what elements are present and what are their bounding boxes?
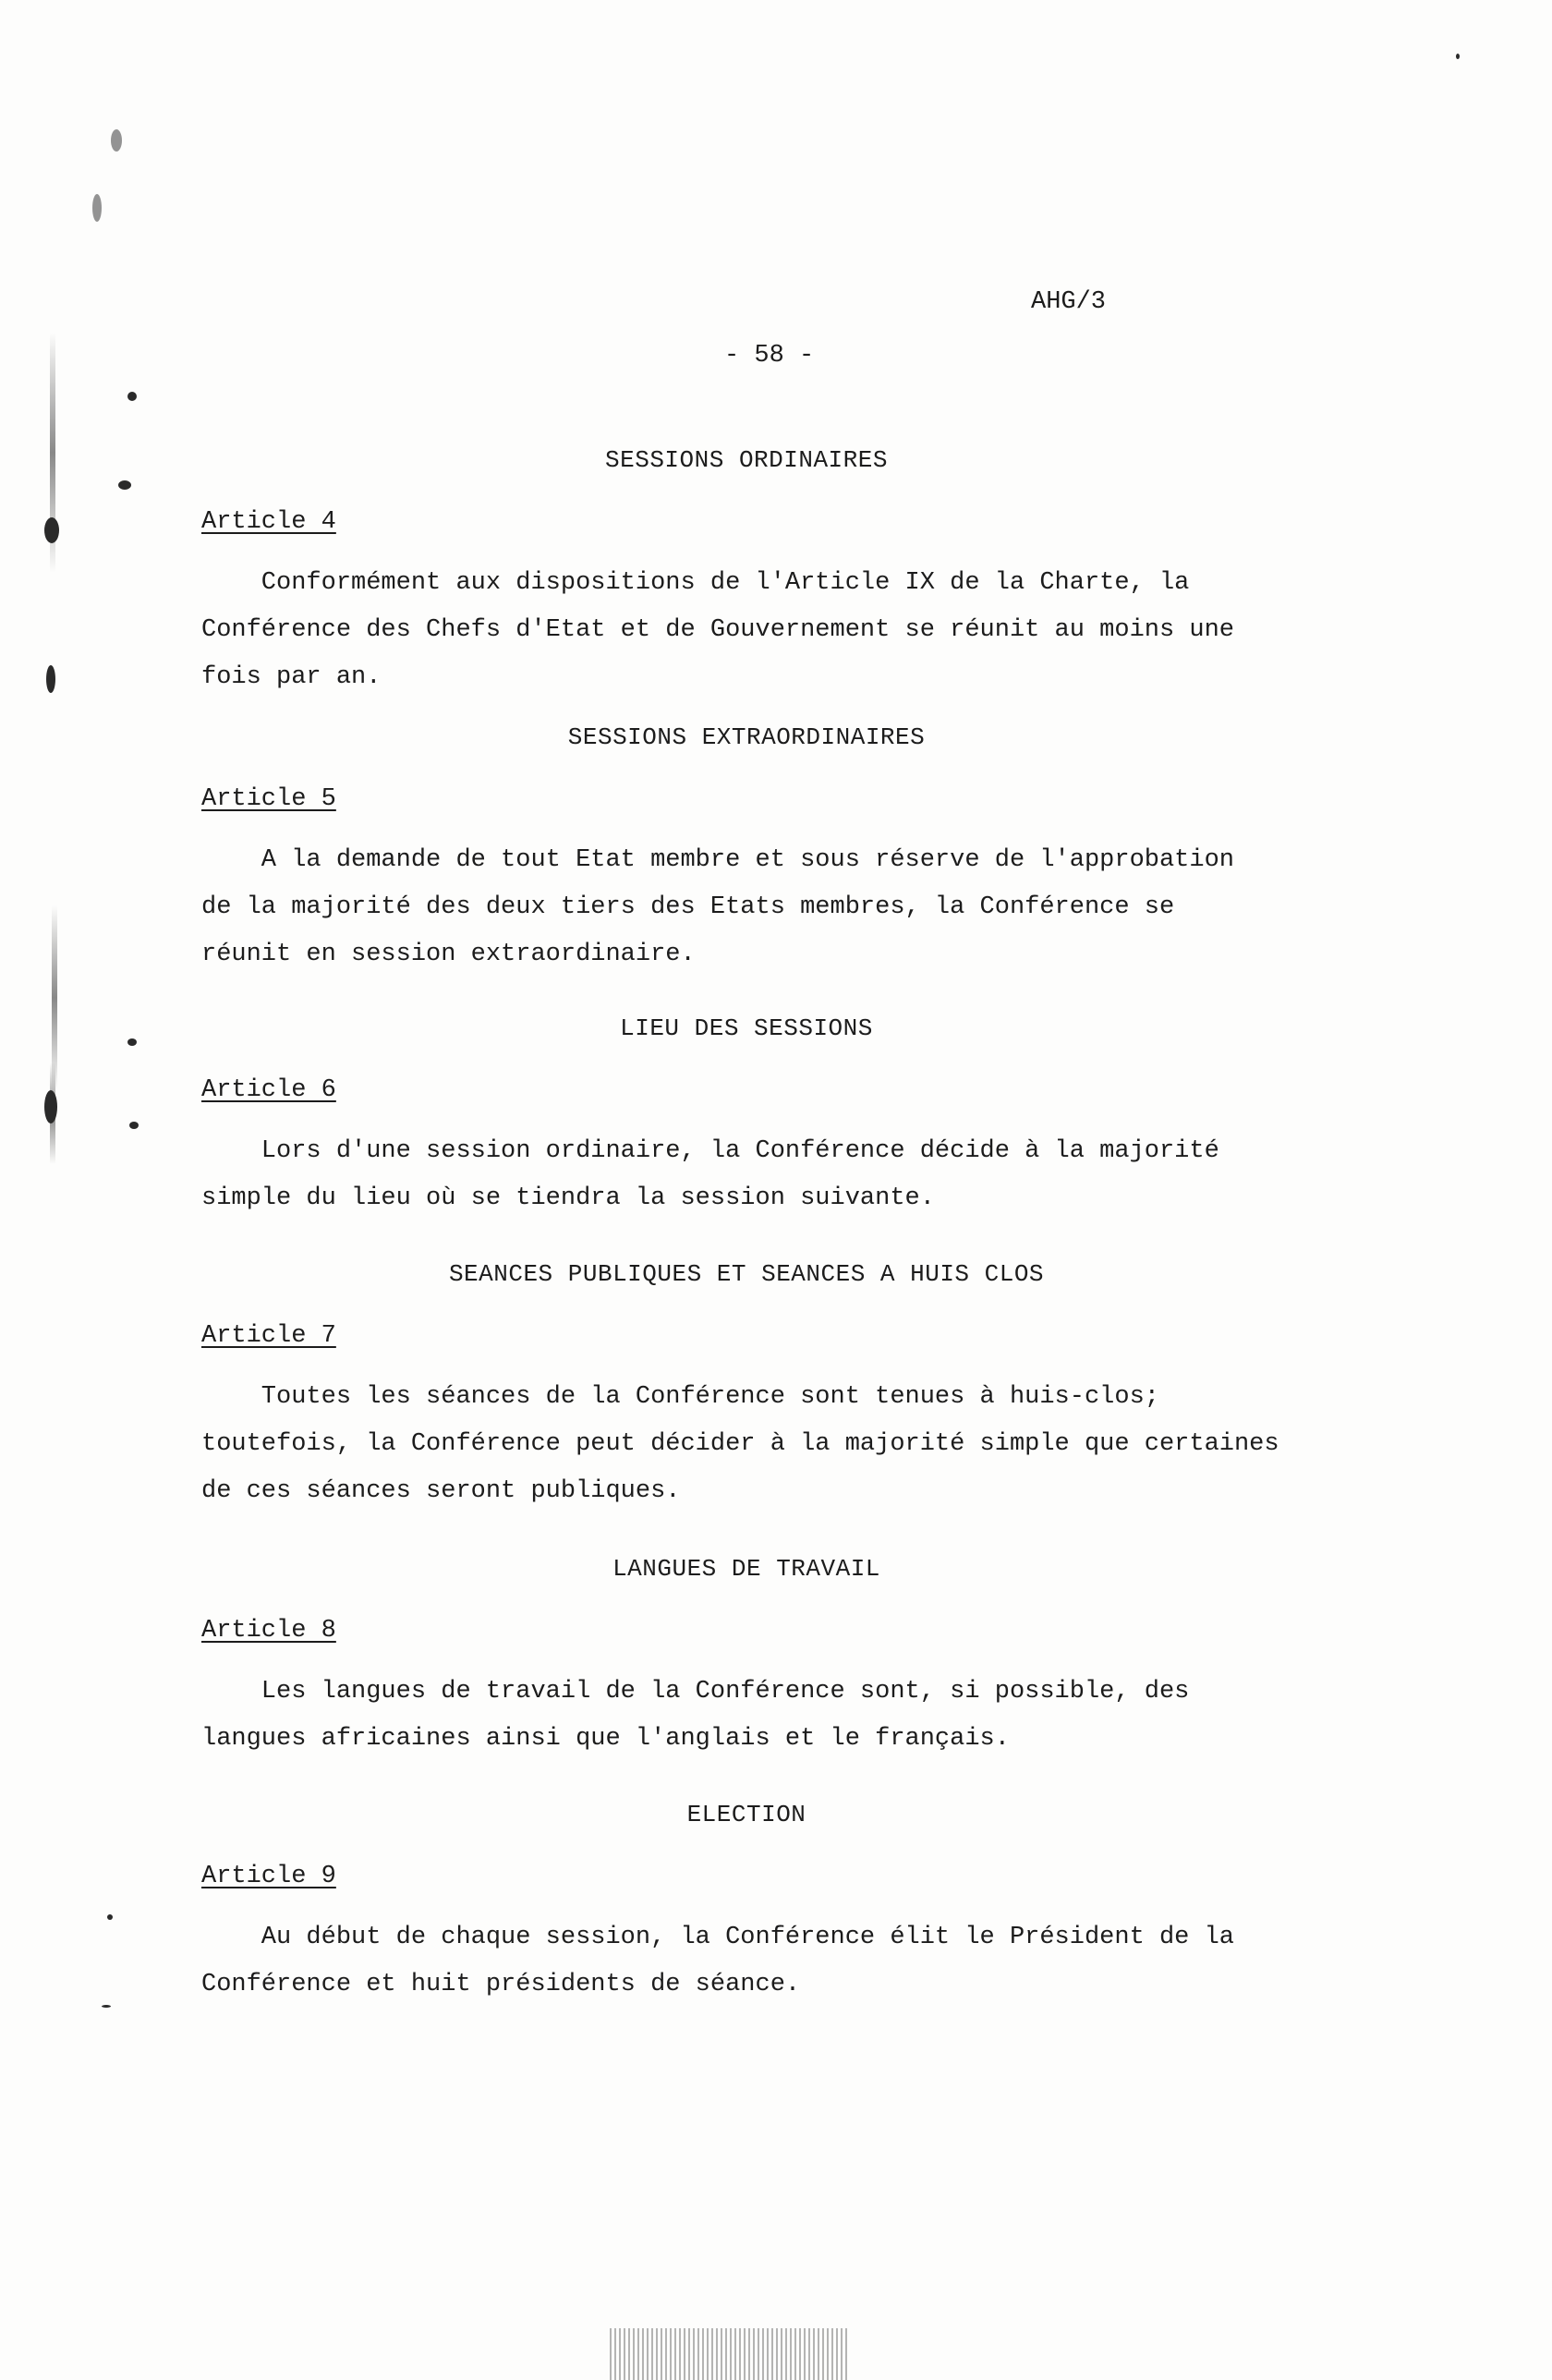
scan-speck	[111, 129, 122, 152]
article-paragraph	[201, 1128, 1402, 1222]
article-paragraph	[201, 1914, 1402, 2009]
section-heading: LIEU DES SESSIONS	[620, 1014, 873, 1042]
paragraph-line: Au début de chaque session, la Conférence élit le Président de la	[201, 1924, 1234, 1951]
article-paragraph	[201, 837, 1402, 978]
document-reference: AHG/3	[1031, 288, 1107, 316]
article-title: Article 5	[201, 785, 336, 813]
scan-speck	[127, 392, 137, 401]
scan-speck	[127, 1038, 137, 1046]
article-paragraph	[201, 1374, 1402, 1515]
section-heading: SESSIONS EXTRAORDINAIRES	[567, 723, 926, 751]
article-title: Article 4	[201, 508, 336, 536]
paragraph-line: Conférence et huit présidents de séance.	[201, 1971, 801, 1998]
scan-speck	[1456, 54, 1460, 59]
article-title: Article 7	[201, 1322, 336, 1350]
paragraph-line: Toutes les séances de la Conférence sont tenues à huis-clos;	[201, 1383, 1159, 1411]
paragraph-line: Lors d'une session ordinaire, la Conférence décide à la majorité	[201, 1137, 1219, 1165]
section-heading: LANGUES DE TRAVAIL	[612, 1555, 880, 1583]
article-title: Article 9	[201, 1863, 336, 1890]
scan-speck	[129, 1122, 139, 1129]
paragraph-line: simple du lieu où se tiendra la session suivante.	[201, 1184, 935, 1212]
paragraph-line: de la majorité des deux tiers des Etats membres, la Conférence se	[201, 893, 1175, 921]
paragraph-line: toutefois, la Conférence peut décider à la majorité simple que certaines	[201, 1430, 1279, 1458]
article-title: Article 8	[201, 1617, 336, 1645]
paragraph-line: A la demande de tout Etat membre et sous réserve de l'approbation	[201, 846, 1234, 874]
article-paragraph	[201, 560, 1402, 701]
paragraph-line: Les langues de travail de la Conférence sont, si possible, des	[201, 1678, 1190, 1706]
paragraph-line: de ces séances seront publiques.	[201, 1477, 681, 1505]
section-heading: ELECTION	[686, 1801, 806, 1828]
scan-speck	[44, 517, 59, 543]
scan-speck	[107, 1914, 113, 1920]
scan-speck	[102, 2005, 111, 2008]
article-paragraph	[201, 1669, 1402, 1763]
paragraph-line: Conférence des Chefs d'Etat et de Gouvernement se réunit au moins une	[201, 616, 1234, 644]
section-heading: SESSIONS ORDINAIRES	[605, 446, 888, 474]
paragraph-line: Conformément aux dispositions de l'Article IX de la Charte, la	[201, 569, 1190, 597]
paragraph-line: langues africaines ainsi que l'anglais et le français.	[201, 1725, 1010, 1753]
scan-speck	[118, 480, 131, 490]
paragraph-line: réunit en session extraordinaire.	[201, 941, 696, 968]
scan-smudge	[610, 2328, 850, 2380]
scan-speck	[46, 665, 55, 693]
scan-speck	[44, 1090, 57, 1123]
page-number: - 58 -	[724, 342, 815, 370]
scan-speck	[92, 194, 102, 222]
article-title: Article 6	[201, 1076, 336, 1104]
section-heading: SEANCES PUBLIQUES ET SEANCES A HUIS CLOS	[448, 1260, 1045, 1288]
paragraph-line: fois par an.	[201, 663, 382, 691]
